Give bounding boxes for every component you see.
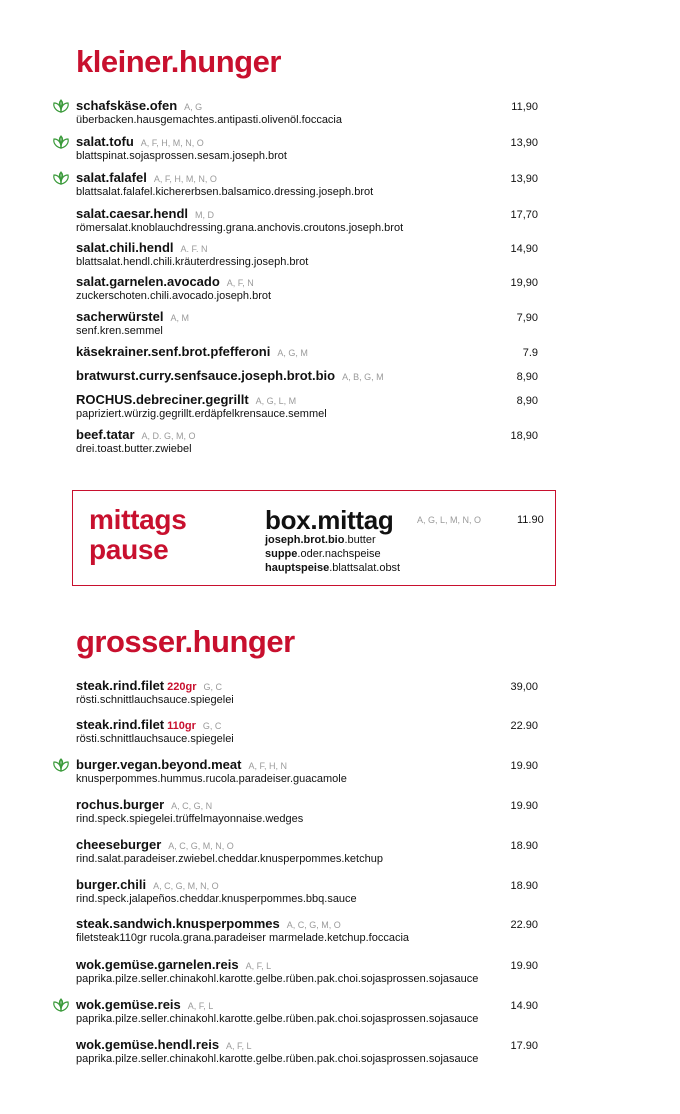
menu-item-name: schafskäse.ofen	[76, 98, 178, 113]
menu-item-price: 17,70	[510, 209, 538, 221]
menu-item-allergens: A, B, G, M	[342, 372, 384, 382]
menu-item	[76, 392, 538, 420]
menu-item-description: blattsalat.hendl.chili.kräuterdressing.joseph.brot	[76, 256, 309, 268]
menu-item-name: wok.gemüse.garnelen.reis	[76, 957, 239, 972]
menu-item-allergens: A, C, G, N	[171, 801, 213, 811]
menu-item-name: steak.rind.filet	[76, 717, 165, 732]
menu-item-name: wok.gemüse.reis	[76, 997, 181, 1012]
menu-item-allergens: A, F, H, N	[248, 761, 287, 771]
menu-item-price: 22.90	[510, 919, 538, 931]
menu-item-name: salat.garnelen.avocado	[76, 274, 220, 289]
menu-item-allergens: A, M	[170, 313, 189, 323]
menu-item-description: überbacken.hausgemachtes.antipasti.olivenöl.foccacia	[76, 114, 342, 126]
menu-item-description: blattspinat.sojasprossen.sesam.joseph.brot	[76, 150, 287, 162]
menu-item-price: 19.90	[510, 960, 538, 972]
menu-item	[76, 717, 538, 745]
menu-item-price: 18.90	[510, 840, 538, 852]
menu-item-allergens: G, C	[203, 682, 223, 692]
menu-item-allergens: A, F, L	[187, 1001, 214, 1011]
menu-item-price: 19.90	[510, 800, 538, 812]
menu-item	[76, 757, 538, 785]
menu-item	[76, 427, 538, 455]
vegan-leaf-icon	[52, 998, 70, 1012]
menu-item	[76, 309, 538, 337]
menu-item-price: 13,90	[510, 137, 538, 149]
menu-item-name: burger.vegan.beyond.meat	[76, 757, 242, 772]
menu-item	[76, 134, 538, 162]
menu-item-name: steak.sandwich.knusperpommes	[76, 916, 280, 931]
menu-item-description: rösti.schnittlauchsauce.spiegelei	[76, 694, 234, 706]
menu-item-description: paprika.pilze.seller.chinakohl.karotte.gelbe.rüben.pak.choi.sojasprossen.sojasauce	[76, 1053, 479, 1065]
menu-item-name: cheeseburger	[76, 837, 162, 852]
menu-item-name: salat.falafel	[76, 170, 147, 185]
menu-item-allergens: A, F, H, M, N, O	[140, 138, 204, 148]
menu-item	[76, 274, 538, 302]
menu-item-price: 14,90	[510, 243, 538, 255]
menu-item-allergens: A, G, L, M	[255, 396, 297, 406]
menu-item-allergens: A, G, M	[277, 348, 308, 358]
menu-item-price: 18,90	[510, 430, 538, 442]
menu-item-price: 18.90	[510, 880, 538, 892]
menu-item-allergens: G, C	[202, 721, 222, 731]
box-mittag-line-2: suppe.oder.nachspeise	[265, 548, 381, 560]
menu-item	[76, 957, 538, 985]
menu-item-price: 19,90	[510, 277, 538, 289]
menu-item-description: rösti.schnittlauchsauce.spiegelei	[76, 733, 234, 745]
menu-item-allergens: A, F, H, M, N, O	[153, 174, 217, 184]
menu-item	[76, 997, 538, 1025]
box-mittag-allergens: A, G, L, M, N, O	[417, 515, 482, 525]
menu-item	[76, 916, 538, 944]
menu-item	[76, 837, 538, 865]
menu-item-price: 8,90	[516, 371, 538, 383]
menu-item-description: rind.speck.spiegelei.trüffelmayonnaise.wedges	[76, 813, 304, 825]
menu-item	[76, 206, 538, 234]
menu-item	[76, 1037, 538, 1065]
menu-item	[76, 98, 538, 126]
box-mittag-title: box.mittag	[265, 505, 394, 535]
box-mittag-line-3: hauptspeise.blattsalat.obst	[265, 562, 401, 574]
menu-item-price: 39,00	[510, 681, 538, 693]
menu-item-name: käsekrainer.senf.brot.pfefferoni	[76, 344, 271, 359]
box-mittag-price: 11.90	[517, 514, 544, 526]
menu-item-allergens: M, D	[195, 210, 215, 220]
menu-item-price: 11,90	[511, 101, 538, 113]
menu-item-description: blattsalat.falafel.kichererbsen.balsamico.dressing.joseph.brot	[76, 186, 374, 198]
menu-item-description: filetsteak110gr rucola.grana.paradeiser marmelade.ketchup.foccacia	[76, 932, 410, 944]
menu-item-weight: 110gr	[167, 720, 196, 732]
menu-item-description: römersalat.knoblauchdressing.grana.anchovis.croutons.joseph.brot	[76, 222, 404, 234]
menu-item-allergens: A, F, N	[226, 278, 254, 288]
menu-item-allergens: A, C, G, M, N, O	[153, 881, 219, 891]
menu-item-description: rind.salat.paradeiser.zwiebel.cheddar.knusperpommes.ketchup	[76, 853, 383, 865]
menu-item	[76, 344, 538, 359]
menu-item-price: 8,90	[516, 395, 538, 407]
menu-item-description: drei.toast.butter.zwiebel	[76, 443, 192, 455]
menu-item	[76, 797, 538, 825]
menu-item-name: sacherwürstel	[76, 309, 164, 324]
menu-item-description: paprika.pilze.seller.chinakohl.karotte.gelbe.rüben.pak.choi.sojasprossen.sojasauce	[76, 973, 479, 985]
menu-item-name: salat.caesar.hendl	[76, 206, 189, 221]
menu-item	[76, 368, 538, 383]
menu-item-name: burger.chili	[76, 877, 147, 892]
menu-item-allergens: A, F, L	[226, 1041, 252, 1051]
menu-item-name: salat.chili.hendl	[76, 240, 174, 255]
menu-item-name: ROCHUS.debreciner.gegrillt	[76, 392, 249, 407]
menu-item-price: 17.90	[510, 1040, 538, 1052]
menu-item	[76, 240, 538, 268]
menu-item-allergens: A, F, L	[245, 961, 272, 971]
menu-item-description: paprika.pilze.seller.chinakohl.karotte.gelbe.rüben.pak.choi.sojasprossen.sojasauce	[76, 1013, 479, 1025]
box-mittag-line-1: joseph.brot.bio.butter	[265, 534, 376, 546]
menu-item-name: salat.tofu	[76, 134, 134, 149]
grosser-hunger-title: grosser.hunger	[76, 624, 295, 659]
mittagspause-box	[72, 490, 556, 586]
menu-item-allergens: A, D. G, M, O	[141, 431, 196, 441]
vegan-leaf-icon	[52, 758, 70, 772]
menu-item-name: wok.gemüse.hendl.reis	[76, 1037, 220, 1052]
menu-item-price: 7,90	[516, 312, 538, 324]
mittagspause-heading: mittags pause	[89, 504, 187, 565]
menu-item-name: rochus.burger	[76, 797, 165, 812]
menu-item-name: beef.tatar	[76, 427, 135, 442]
menu-item-price: 14.90	[510, 1000, 538, 1012]
menu-item	[76, 877, 538, 905]
menu-item-allergens: A, C, G, M, O	[286, 920, 341, 930]
menu-item	[76, 678, 538, 706]
menu-item-description: rind.speck.jalapeños.cheddar.knusperpommes.bbq.sauce	[76, 893, 357, 905]
menu-item-weight: 220gr	[167, 681, 197, 693]
menu-item-allergens: A, C, G, M, N, O	[168, 841, 234, 851]
vegan-leaf-icon	[52, 135, 70, 149]
menu-item-price: 19.90	[510, 760, 538, 772]
menu-item-price: 22.90	[510, 720, 538, 732]
menu-item-price: 7.9	[522, 347, 538, 359]
vegan-leaf-icon	[52, 171, 70, 185]
menu-item-name: bratwurst.curry.senfsauce.joseph.brot.bio	[76, 368, 336, 383]
menu-item-name: steak.rind.filet	[76, 678, 165, 693]
menu-item-description: knusperpommes.hummus.rucola.paradeiser.guacamole	[76, 773, 347, 785]
vegan-leaf-icon	[52, 99, 70, 113]
menu-item-description: zuckerschoten.chili.avocado.joseph.brot	[76, 290, 272, 302]
menu-item	[76, 170, 538, 198]
menu-item-allergens: A. F. N	[180, 244, 208, 254]
menu-item-description: papriziert.würzig.gegrillt.erdäpfelkrensauce.semmel	[76, 408, 327, 420]
kleiner-hunger-title: kleiner.hunger	[76, 44, 281, 79]
menu-item-description: senf.kren.semmel	[76, 325, 163, 337]
menu-item-price: 13,90	[510, 173, 538, 185]
menu-item-allergens: A, G	[184, 102, 203, 112]
